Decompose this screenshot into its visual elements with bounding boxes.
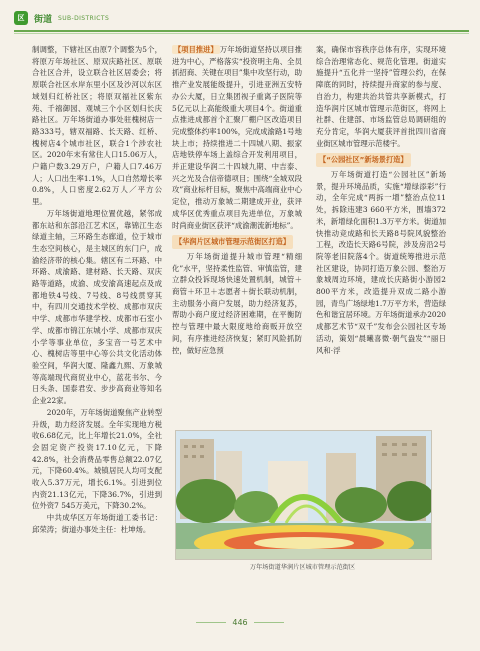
paragraph: 2020年，万年场街道聚焦产业转型升级，助力经济发展。全年实现地方税收6.68亿元，比上年增长21.0%，全社会固定资产投资17.10亿元，下降42.8%，社会消费品零售总额22.07亿元，下降60.4%。城镇居民人均可支配收入5.37万元，增长6.1%。引进到位内资21.13亿元，下降36.7%，引进到位外资7 545万美元，下降30.2%。 [32,407,162,511]
header-rule [14,30,469,32]
page-footer [0,614,480,630]
street-photo [175,430,432,560]
page-header [14,9,469,27]
subheading-city-management: 【华润片区城市管理示范街区打造】 [172,235,293,249]
footer-divider [254,622,284,623]
text-column-2 [172,44,302,356]
park-plaza-illustration [176,431,431,559]
page-number: 446 [232,617,248,627]
header-rule-thin [14,33,469,34]
photo-caption: 万年场街道华润片区城市管理示范街区 [249,564,356,571]
paragraph: 制调整，下辖社区由原7个调整为5个，将原万年场社区、原双庆路社区、原联合社区合并，设立联合社区居委会；将原联合社区水岸东里小区及沙河以东区域划归红桥社区；将原双福社区紫东苑、千禧御园、观城三个小区划归长庆路社区。万年场街道办事处驻槐树店一路333号，辖双福路、长天路、红桥、槐树店4个城市社区，联合1个涉农社区。2020年末有常住人口15.06万人，户籍户数3.29万户，户籍人口7.46万人；人口出生率1.1%，人口自然增长率0.8%，人口密度2.62万人／平方公里。 [32,45,162,207]
paragraph: 万年场街道地理位置优越，紧邻成都东站和东部沿江艺术区，靠锦江生态绿道主轴，三环路生态廊道，位于城市生态空间核心，是主城区的东门户，成渝经济带的核心集。辖区有二环路、中环路、成渝路、建材路、长天路、双庆路等道路，成渝、成安渝高速起点及成都地铁4号线、7号线、8号线贯穿其中，有四川交通技术学校、成都市双庆中学、成都市华建学校、成都市石室小学、成都市锦江东城小学、成都市双庆小学等事业单位，多宝音一号艺术中心、槐树店等里中心等公共文化活动体验空间，华润大厦、隆鑫九熙、万象城等高端现代商贸业中心，蓝花书尔、今日头条、国泰君安、步步高商业等知名企业22家。 [32,208,162,406]
paragraph: 中共成华区万年场街道工委书记：邱荣涛；街道办事处主任：杜坤炀。 [32,513,162,534]
paragraph: 万年场街道提升城市管理“精细化”水平，坚持柔性监管、审慎监管，建立群众投诉现场快速处置机制，城管＋商管＋环卫＋志愿者＋街长联动机制，主动服务小商户发展，助力经济复苏，帮助小商户度过经济困难期，在平衡防控与管理中最大限度地给商贩开放空间，有序推进经济恢复；紧盯风险抓防控，做好应急预 [172,251,302,355]
section-subtitle: SUB-DISTRICTS [58,14,110,22]
paragraph-text: 万年场街道坚持以项目推进为中心，严格落实“投资明主角、全员抓招商、关键在项目”集中攻坚行动，助推产业发展能级提升，引进亚洲五安特办公大厦，日立集团视子重离子医院等5亿元以上高能级重大项目4个。街道重点推进成都首个汇聚厂棚户区改造项目完成整体约率100%，完成成渝路1号地块上市；持续推进二十四城八期、振家店地铁停车场上盖综合开发利用项目，并正建设华润二十四城九期、中吉泰、兴之光及合信帝德项目；围绕“全城双段攻”商业标杆目标，聚焦中高端商业中心定位，推动万象城二期建成开业，获评成华区优秀重点项目先进单位，万象城时尚商业街区获评“成渝潮流新地标”。 [172,45,302,230]
subheading-wrap [316,153,446,169]
paragraph [172,44,302,231]
text-column-1 [32,44,162,536]
paragraph: 案，确保市容秩序总体有序，实现环境综合治理常态化、规范化管理。街道实施提升“五化并一坚持”管理公约，在保障底的同时，持续提升商家的参与度、自治力，构建共治共管共享新模式，打造华润片区城市管理示范街区，将网上社群、住建部、市场监管总局调研组的充分肯定，华润大厦获评首批四川省商业街区城市管理示范楼宇。 [316,45,446,148]
yearbook-logo-icon: 区 [14,11,28,25]
paragraph: 万年场街道打造“公园社区”新场景，提升环境品质，实施“增绿添彩”行动，全年完成“两拆一增”整治点位11处，拆除违建3 660平方米，围墙372米，新增绿化面积1.3万平方米。街道加快推动竞成路和长天路8号院风貌整治工程，改造长天路6号院，涉及房沿2号院等老旧院落4个。街道统筹推进示范社区建设，协同打造万象公园、整治万象城周边环境，建成长庆路街小游园2 800平方米，改造提升双成二路小游园，青鸟广场绿地1.7万平方米，营造绿色和谐宜居环境。万年场街道承办2020成都艺术节“双千”发布会公园社区专场活动，策划“晨曦喜微·朝气盎发”“丽日风和·浮 [316,170,447,355]
subheading-wrap [172,235,302,251]
text-column-3 [316,44,446,356]
footer-divider [196,622,226,623]
section-title: 街道 [34,14,53,25]
subheading-project: 【项目推进】 [174,45,218,54]
subheading-park-community: 【“公园社区”新场景打造】 [316,153,411,167]
